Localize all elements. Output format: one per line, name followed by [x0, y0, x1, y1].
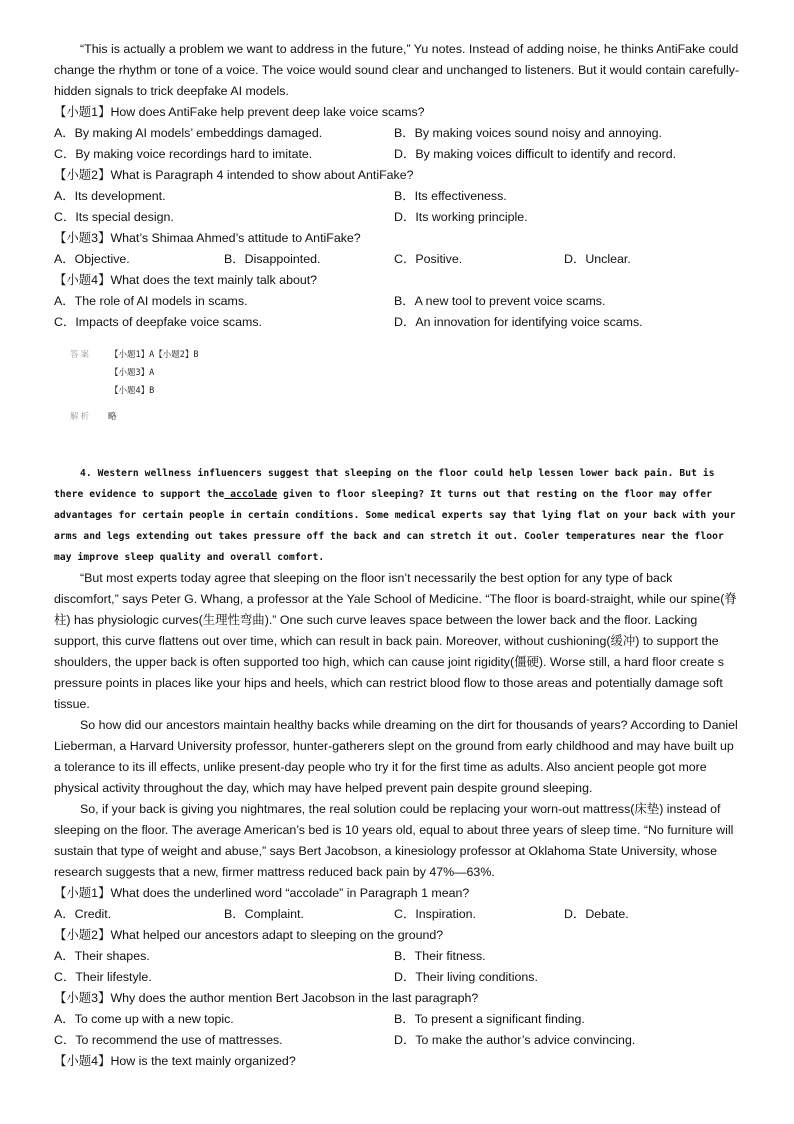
answer-label: 答案 — [70, 350, 92, 360]
option-c[interactable]: C．Impacts of deepfake voice scams. — [54, 315, 262, 329]
answer-line: 【小题4】B — [110, 386, 155, 396]
option-a[interactable]: A．Objective. — [54, 252, 130, 266]
option-a[interactable]: A．Credit. — [54, 907, 112, 921]
option-d[interactable]: D．Unclear. — [564, 252, 631, 266]
analysis-value: 略 — [108, 412, 117, 422]
option-c[interactable]: C．Their lifestyle. — [54, 970, 152, 984]
options-row — [0, 207, 794, 228]
options-row — [0, 249, 794, 270]
question-stem: 【小题4】What does the text mainly talk about? — [54, 273, 318, 287]
options-row — [0, 1030, 794, 1051]
option-b[interactable]: B．Its effectiveness. — [394, 189, 507, 203]
answer-block — [0, 342, 794, 422]
options-row — [0, 123, 794, 144]
option-c[interactable]: C．Positive. — [394, 252, 463, 266]
question-stem: 【小题4】How is the text mainly organized? — [54, 1054, 296, 1068]
options-row — [0, 1009, 794, 1030]
option-c[interactable]: C．By making voice recordings hard to imitate. — [54, 147, 313, 161]
option-b[interactable]: B．By making voices sound noisy and annoying. — [394, 126, 662, 140]
option-c[interactable]: C．Its special design. — [54, 210, 174, 224]
option-d[interactable]: D．Debate. — [564, 907, 629, 921]
p1-text-before: 4. Western wellness influencers suggest that sleeping on the floor could help lessen lower back pain. But is there evidence to support the — [54, 468, 715, 500]
passage-4-paragraph-3: So how did our ancestors maintain healthy backs while dreaming on the dirt for thousands of years? According to Daniel Lieberman, a Harvard University professor, hunter-gatherers slept on the ground from early childhood and may have built up a tolerance to its ill effects, unlike present-day people who try it for the first time as adults. Also ancient people got more physical activity throughout the day, which may have helped prevent pain despite ground sleeping. — [54, 718, 738, 795]
passage-4-paragraph-1 — [0, 463, 794, 568]
p1-text-after: given to floor sleeping? It turns out that resting on the floor may offer advantages for certain people in certain conditions. Some medical experts say that lying flat on your back with your arms and legs extending out takes pressure off the back and can stretch it out. Cooler temperatures near the floor may improve sleep quality and overall comfort. — [54, 489, 736, 563]
passage-4-paragraph-4: So, if your back is giving you nightmares, the real solution could be replacing your worn-out mattress(床垫) instead of sleeping on the floor. The average American’s bed is 10 years old, equal to about three years of sleep time. “No furniture will sustain that type of weight and abuse,” says Bert Jacobson, a kinesiology professor at Oklahoma State University, whose research suggests that a new, firmer mattress reduced back pain by 47%—63%. — [54, 802, 734, 879]
option-d[interactable]: D．To make the author’s advice convincing. — [394, 1033, 636, 1047]
option-c[interactable]: C．To recommend the use of mattresses. — [54, 1033, 283, 1047]
option-d[interactable]: D．By making voices difficult to identify and record. — [394, 147, 677, 161]
option-d[interactable]: D．Its working principle. — [394, 210, 528, 224]
analysis-label: 解析 — [70, 412, 92, 422]
question-stem: 【小题1】What does the underlined word “accolade” in Paragraph 1 mean? — [54, 886, 470, 900]
options-row — [0, 312, 794, 333]
question-stem: 【小题3】Why does the author mention Bert Jacobson in the last paragraph? — [54, 991, 479, 1005]
answer-line: 【小题1】A【小题2】B — [110, 350, 199, 360]
option-a[interactable]: A．The role of AI models in scams. — [54, 294, 248, 308]
option-a[interactable]: A．By making AI models’ embeddings damaged. — [54, 126, 323, 140]
question-stem: 【小题2】What is Paragraph 4 intended to show about AntiFake? — [54, 168, 414, 182]
options-row — [0, 144, 794, 165]
option-b[interactable]: B．Disappointed. — [224, 252, 321, 266]
options-row — [0, 186, 794, 207]
answer-line: 【小题3】A — [110, 368, 155, 378]
option-c[interactable]: C．Inspiration. — [394, 907, 476, 921]
option-d[interactable]: D．Their living conditions. — [394, 970, 538, 984]
passage-4-paragraph-2: “But most experts today agree that sleeping on the floor isn’t necessarily the best option for any type of back discomfort,” says Peter G. Whang, a professor at the Yale School of Medicine. “The floor is board-straight, while our spine(脊柱) has physiologic curves(生理性弯曲).” One such curve leaves space between the lower back and the floor. Lacking support, this curve flattens out over time, which can result in back pain. Moreover, without cushioning(缓冲) to support the shoulders, the upper back is often supported too high, which can cause joint rigidity(僵硬). Worse still, a hard floor create s pressure points in places like your hips and heels, which can restrict blood flow to those areas and potentially damage soft tissue. — [54, 571, 737, 711]
option-a[interactable]: A．Their shapes. — [54, 949, 150, 963]
option-d[interactable]: D．An innovation for identifying voice scams. — [394, 315, 643, 329]
passage-3-paragraph: “This is actually a problem we want to address in the future,” Yu notes. Instead of adding noise, he thinks AntiFake could change the rhythm or tone of a voice. The voice would sound clear and unchanged to listeners. But it would contain carefully-hidden signals to trick deepfake AI models. — [54, 42, 740, 98]
passage-4-section — [0, 463, 794, 1072]
options-row — [0, 291, 794, 312]
question-stem: 【小题2】What helped our ancestors adapt to sleeping on the ground? — [54, 928, 444, 942]
option-b[interactable]: B．To present a significant finding. — [394, 1012, 585, 1026]
underlined-word-accolade: accolade — [224, 489, 278, 500]
option-b[interactable]: B．Their fitness. — [394, 949, 486, 963]
option-a[interactable]: A．To come up with a new topic. — [54, 1012, 234, 1026]
options-row — [0, 967, 794, 988]
option-a[interactable]: A．Its development. — [54, 189, 166, 203]
question-stem: 【小题3】What’s Shimaa Ahmed’s attitude to AntiFake? — [54, 231, 361, 245]
passage-3-section — [0, 39, 794, 422]
question-stem: 【小题1】How does AntiFake help prevent deep lake voice scams? — [54, 105, 425, 119]
option-b[interactable]: B．Complaint. — [224, 907, 304, 921]
options-row — [0, 946, 794, 967]
options-row — [0, 904, 794, 925]
option-b[interactable]: B．A new tool to prevent voice scams. — [394, 294, 606, 308]
